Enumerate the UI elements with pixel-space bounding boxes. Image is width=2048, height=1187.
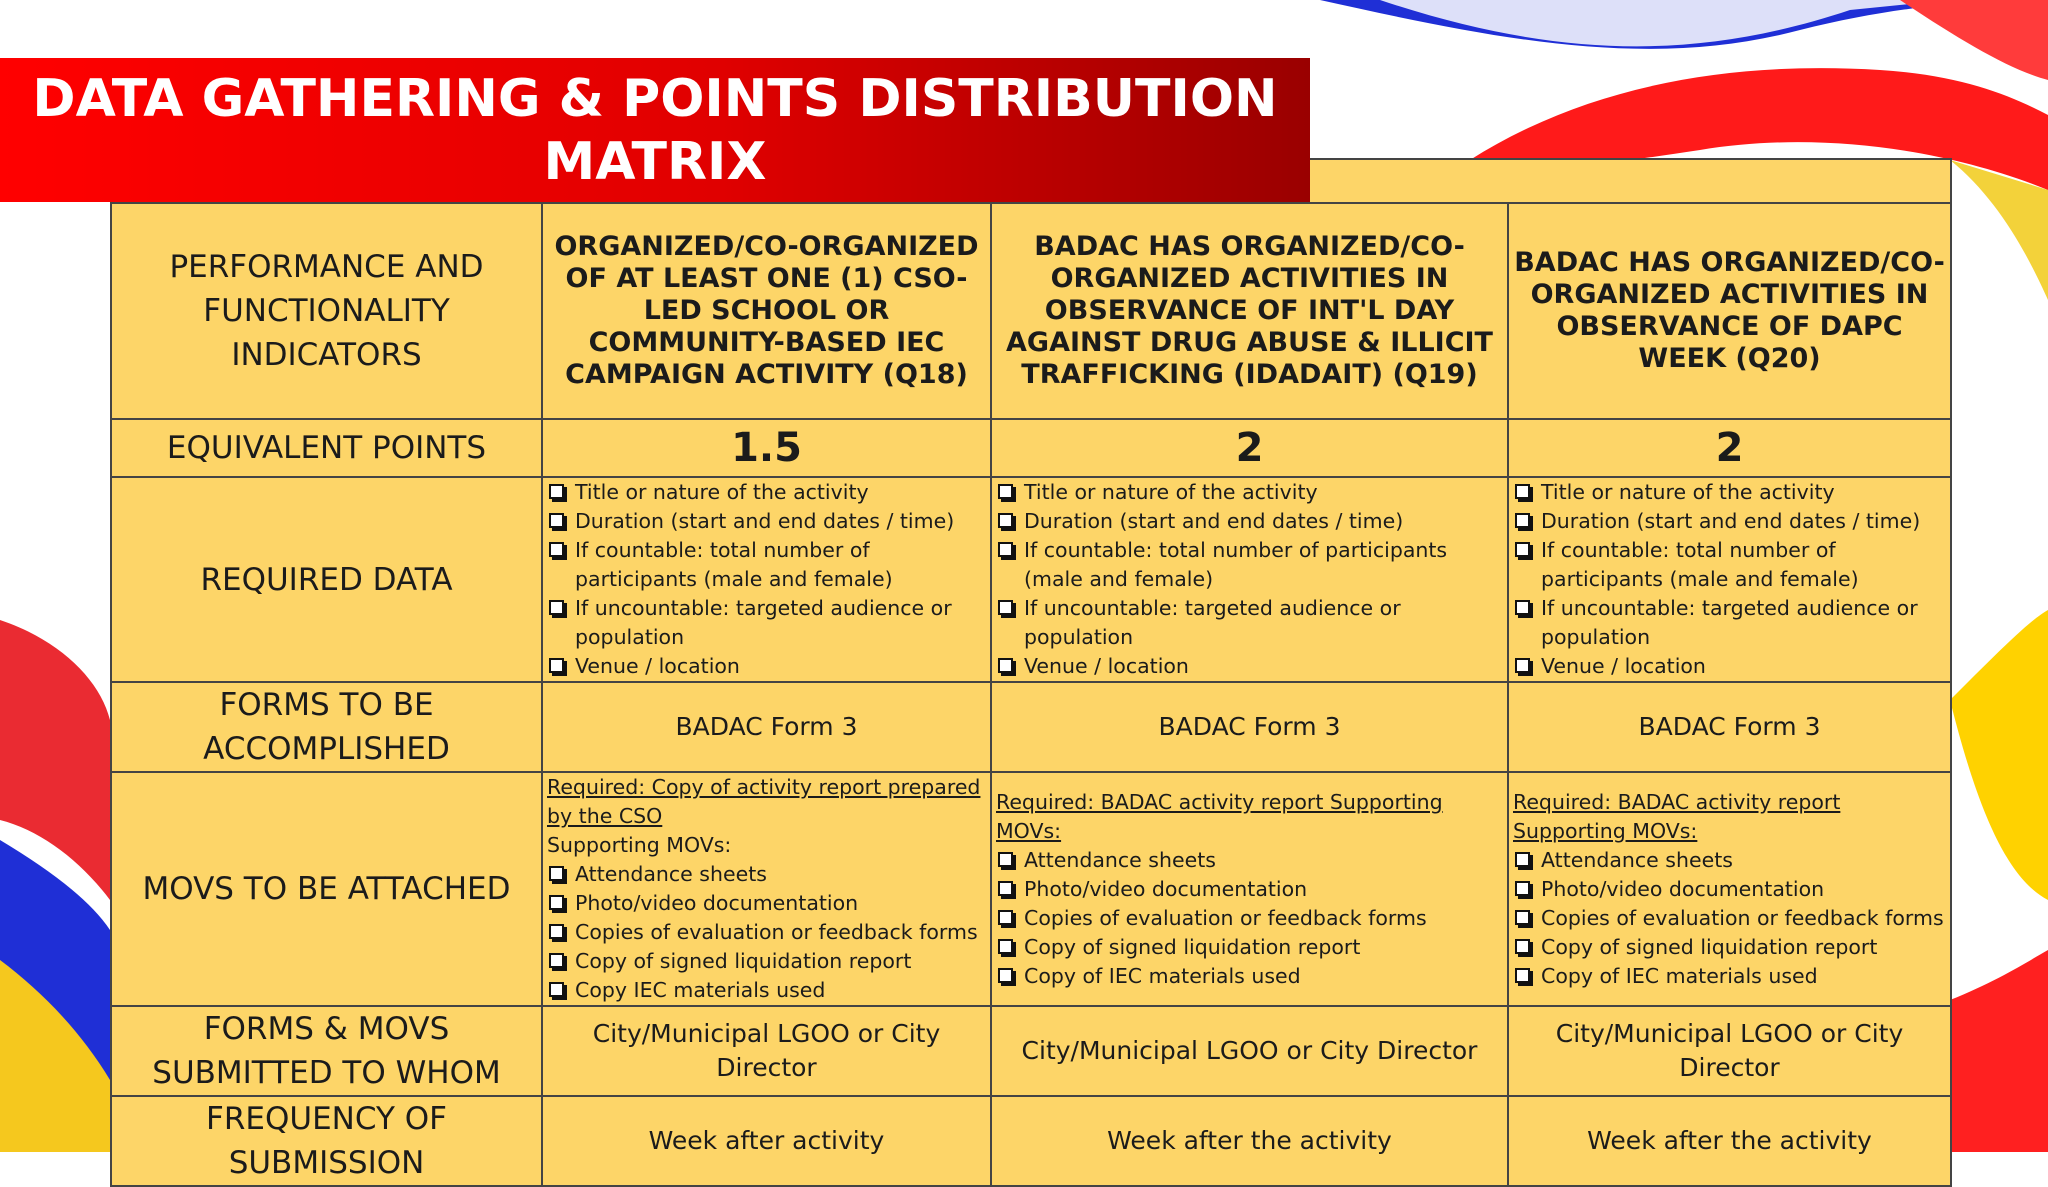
points-q18: 1.5 — [542, 419, 991, 477]
indicators-row — [111, 203, 1951, 419]
list-item: Copy of signed liquidation report — [1513, 933, 1946, 962]
list-item: Copy of signed liquidation report — [996, 933, 1503, 962]
list-item: Copies of evaluation or feedback forms — [1513, 904, 1946, 933]
points-q20: 2 — [1508, 419, 1951, 477]
list-item: If uncountable: targeted audience or population — [996, 594, 1503, 652]
list-item: Title or nature of the activity — [547, 478, 986, 507]
submitted-q18: City/Municipal LGOO or City Director — [542, 1006, 991, 1096]
list-item: Attendance sheets — [1513, 846, 1946, 875]
indicator-q18: ORGANIZED/CO-ORGANIZED OF AT LEAST ONE (1) CSO-LED SCHOOL OR COMMUNITY-BASED IEC CAMPAIGN ACTIVITY (Q18) — [542, 203, 991, 419]
label-submitted-to-whom: FORMS & MOVS SUBMITTED TO WHOM — [111, 1006, 542, 1096]
list-item: Venue / location — [1513, 652, 1946, 681]
movs-supporting-label: Supporting MOVs: — [547, 833, 732, 857]
list-item: Copy of signed liquidation report — [547, 947, 986, 976]
frequency-q19: Week after the activity — [991, 1096, 1508, 1186]
required-data-q19 — [991, 477, 1508, 682]
label-frequency-of-submission: FREQUENCY OF SUBMISSION — [111, 1096, 542, 1186]
page-title-line1: DATA GATHERING & POINTS DISTRIBUTION — [32, 69, 1278, 129]
list-item: If uncountable: targeted audience or population — [547, 594, 986, 652]
list-item: Title or nature of the activity — [996, 478, 1503, 507]
frequency-row — [111, 1096, 1951, 1186]
page-title-banner — [0, 58, 1310, 202]
required-data-q18 — [542, 477, 991, 682]
movs-required-text: Required: BADAC activity report Supporting MOVs: — [1513, 789, 1841, 843]
list-item: If countable: total number of participants (male and female) — [1513, 536, 1946, 594]
indicator-q19: BADAC HAS ORGANIZED/CO-ORGANIZED ACTIVITIES IN OBSERVANCE OF INT'L DAY AGAINST DRUG ABUSE & ILLICIT TRAFFICKING (IDADAIT) (Q19) — [991, 203, 1508, 419]
label-equivalent-points: EQUIVALENT POINTS — [111, 419, 542, 477]
list-item: Copy IEC materials used — [547, 976, 986, 1005]
list-item: If countable: total number of participants (male and female) — [547, 536, 986, 594]
label-indicators: PERFORMANCE AND FUNCTIONALITY INDICATORS — [111, 203, 542, 419]
label-movs-to-be-attached: MOVS TO BE ATTACHED — [111, 772, 542, 1006]
points-row — [111, 419, 1951, 477]
submitted-row — [111, 1006, 1951, 1096]
list-item: Duration (start and end dates / time) — [996, 507, 1503, 536]
forms-row — [111, 682, 1951, 772]
list-item: Duration (start and end dates / time) — [547, 507, 986, 536]
frequency-q20: Week after the activity — [1508, 1096, 1951, 1186]
list-item: Copy of IEC materials used — [1513, 962, 1946, 991]
page-title-line2: MATRIX — [543, 132, 767, 192]
list-item: If countable: total number of participants (male and female) — [996, 536, 1503, 594]
forms-q19: BADAC Form 3 — [991, 682, 1508, 772]
submitted-q19: City/Municipal LGOO or City Director — [991, 1006, 1508, 1096]
movs-q18 — [542, 772, 991, 1006]
list-item: Venue / location — [996, 652, 1503, 681]
required-data-row — [111, 477, 1951, 682]
label-required-data: REQUIRED DATA — [111, 477, 542, 682]
label-forms-to-be-accomplished: FORMS TO BE ACCOMPLISHED — [111, 682, 542, 772]
list-item: Venue / location — [547, 652, 986, 681]
submitted-q20: City/Municipal LGOO or City Director — [1508, 1006, 1951, 1096]
forms-q20: BADAC Form 3 — [1508, 682, 1951, 772]
indicator-q20: BADAC HAS ORGANIZED/CO-ORGANIZED ACTIVITIES IN OBSERVANCE OF DAPC WEEK (Q20) — [1508, 203, 1951, 419]
frequency-q18: Week after activity — [542, 1096, 991, 1186]
movs-required-text: Required: BADAC activity report Supporting MOVs: — [996, 789, 1443, 843]
list-item: Copies of evaluation or feedback forms — [996, 904, 1503, 933]
movs-required-text: Required: Copy of activity report prepared by the CSO — [547, 775, 981, 828]
list-item: Photo/video documentation — [547, 889, 986, 918]
list-item: Attendance sheets — [996, 846, 1503, 875]
list-item: Photo/video documentation — [996, 875, 1503, 904]
list-item: Duration (start and end dates / time) — [1513, 507, 1946, 536]
list-item: Copies of evaluation or feedback forms — [547, 918, 986, 947]
list-item: Attendance sheets — [547, 860, 986, 889]
list-item: Title or nature of the activity — [1513, 478, 1946, 507]
movs-q19 — [991, 772, 1508, 1006]
movs-q20 — [1508, 772, 1951, 1006]
list-item: Copy of IEC materials used — [996, 962, 1503, 991]
required-data-q20 — [1508, 477, 1951, 682]
forms-q18: BADAC Form 3 — [542, 682, 991, 772]
points-distribution-matrix — [110, 158, 1952, 1187]
points-q19: 2 — [991, 419, 1508, 477]
list-item: Photo/video documentation — [1513, 875, 1946, 904]
movs-row — [111, 772, 1951, 1006]
list-item: If uncountable: targeted audience or population — [1513, 594, 1946, 652]
